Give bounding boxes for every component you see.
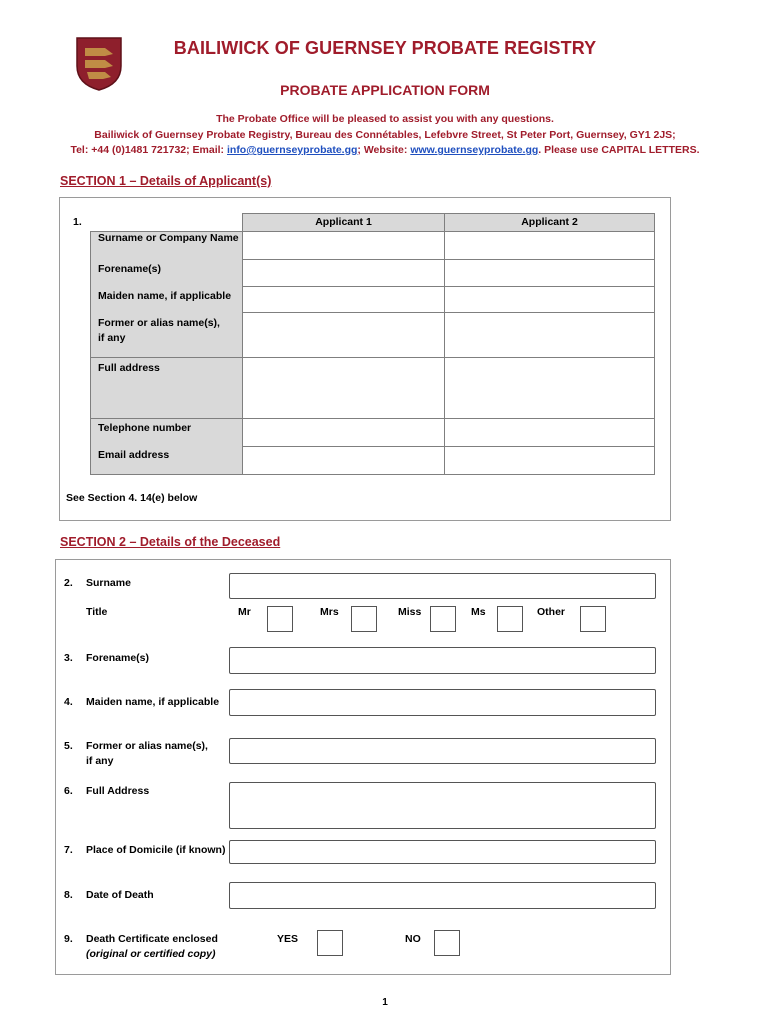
applicant1-forename-input[interactable] (242, 259, 445, 287)
applicant1-former-input[interactable] (242, 312, 445, 358)
q4-label: Maiden name, if applicable (86, 696, 220, 708)
applicant1-surname-input[interactable] (242, 231, 445, 260)
applicant1-header: Applicant 1 (242, 213, 445, 232)
certificate-yes-label: YES (277, 933, 299, 945)
q6-label: Full Address (86, 785, 150, 797)
certificate-yes-checkbox[interactable] (317, 930, 343, 956)
title-miss-label: Miss (398, 606, 422, 618)
q6-number: 6. (64, 785, 73, 797)
section1-number: 1. (73, 216, 82, 228)
section2-heading: SECTION 2 – Details of the Deceased (60, 535, 281, 549)
applicant2-forename-input[interactable] (444, 259, 655, 287)
website-link[interactable]: www.guernseyprobate.gg (410, 144, 539, 156)
applicant2-email-input[interactable] (444, 446, 655, 475)
title-miss-checkbox[interactable] (430, 606, 456, 632)
capital-note: . Please use CAPITAL LETTERS. (538, 144, 700, 156)
q5-number: 5. (64, 740, 73, 752)
certificate-no-label: NO (405, 933, 421, 945)
assist-line: The Probate Office will be pleased to assist you with any questions. (216, 113, 554, 125)
website-label: ; Website: (357, 144, 408, 156)
q2-number: 2. (64, 577, 73, 589)
title-mr-label: Mr (238, 606, 251, 618)
q3-label: Forename(s) (86, 652, 150, 664)
title-label: Title (86, 606, 108, 618)
deceased-domicile-input[interactable] (229, 840, 656, 864)
title-other-checkbox[interactable] (580, 606, 606, 632)
contact-line (0, 144, 770, 156)
applicant1-address-input[interactable] (242, 357, 445, 419)
q4-number: 4. (64, 696, 73, 708)
q9-label: Death Certificate enclosed (86, 933, 218, 945)
registry-title: BAILIWICK OF GUERNSEY PROBATE REGISTRY (173, 38, 597, 58)
row-label-former-b: if any (98, 332, 126, 344)
date-of-death-input[interactable] (229, 882, 656, 909)
title-ms-checkbox[interactable] (497, 606, 523, 632)
applicant2-address-input[interactable] (444, 357, 655, 419)
form-title: PROBATE APPLICATION FORM (280, 82, 490, 98)
title-other-label: Other (537, 606, 566, 618)
row-label-email: Email address (98, 449, 170, 461)
row-label-forename: Forename(s) (98, 263, 162, 275)
q7-number: 7. (64, 844, 73, 856)
row-label-surname: Surname or Company Name (98, 232, 239, 244)
row-label-address: Full address (98, 362, 160, 374)
row-label-former: Former or alias name(s), (98, 317, 220, 329)
applicant-table (90, 213, 655, 475)
applicant2-header: Applicant 2 (444, 213, 655, 232)
applicant2-telephone-input[interactable] (444, 418, 655, 447)
q2-label: Surname (86, 577, 131, 589)
q3-number: 3. (64, 652, 73, 664)
certificate-no-checkbox[interactable] (434, 930, 460, 956)
page-number: 1 (382, 997, 388, 1008)
row-label-telephone: Telephone number (98, 422, 192, 434)
row-label-maiden: Maiden name, if applicable (98, 290, 232, 302)
applicant1-email-input[interactable] (242, 446, 445, 475)
q7-label: Place of Domicile (if known) (86, 844, 226, 856)
q9-number: 9. (64, 933, 73, 945)
email-link[interactable]: info@guernseyprobate.gg (226, 144, 358, 156)
table-corner (90, 213, 243, 232)
deceased-former-input[interactable] (229, 738, 656, 764)
section1-note: See Section 4. 14(e) below (66, 492, 198, 504)
q9-label-b: (original or certified copy) (86, 948, 216, 960)
q5-label-b: if any (86, 755, 114, 767)
title-mrs-checkbox[interactable] (351, 606, 377, 632)
applicant2-former-input[interactable] (444, 312, 655, 358)
title-mrs-label: Mrs (320, 606, 339, 618)
title-mr-checkbox[interactable] (267, 606, 293, 632)
section1-heading: SECTION 1 – Details of Applicant(s) (60, 174, 272, 188)
q5-label: Former or alias name(s), (86, 740, 208, 752)
applicant2-surname-input[interactable] (444, 231, 655, 260)
deceased-maiden-input[interactable] (229, 689, 656, 716)
address-line: Bailiwick of Guernsey Probate Registry, Bureau des Connétables, Lefebvre Street, St Peter Port, Guernsey, GY1 2JS; (94, 129, 676, 141)
deceased-forename-input[interactable] (229, 647, 656, 674)
title-ms-label: Ms (471, 606, 486, 618)
deceased-surname-input[interactable] (229, 573, 656, 599)
q8-label: Date of Death (86, 889, 154, 901)
telephone-text: Tel: +44 (0)1481 721732; Email: (70, 144, 225, 156)
deceased-address-input[interactable] (229, 782, 656, 829)
q8-number: 8. (64, 889, 73, 901)
applicant1-maiden-input[interactable] (242, 286, 445, 313)
applicant1-telephone-input[interactable] (242, 418, 445, 447)
applicant2-maiden-input[interactable] (444, 286, 655, 313)
